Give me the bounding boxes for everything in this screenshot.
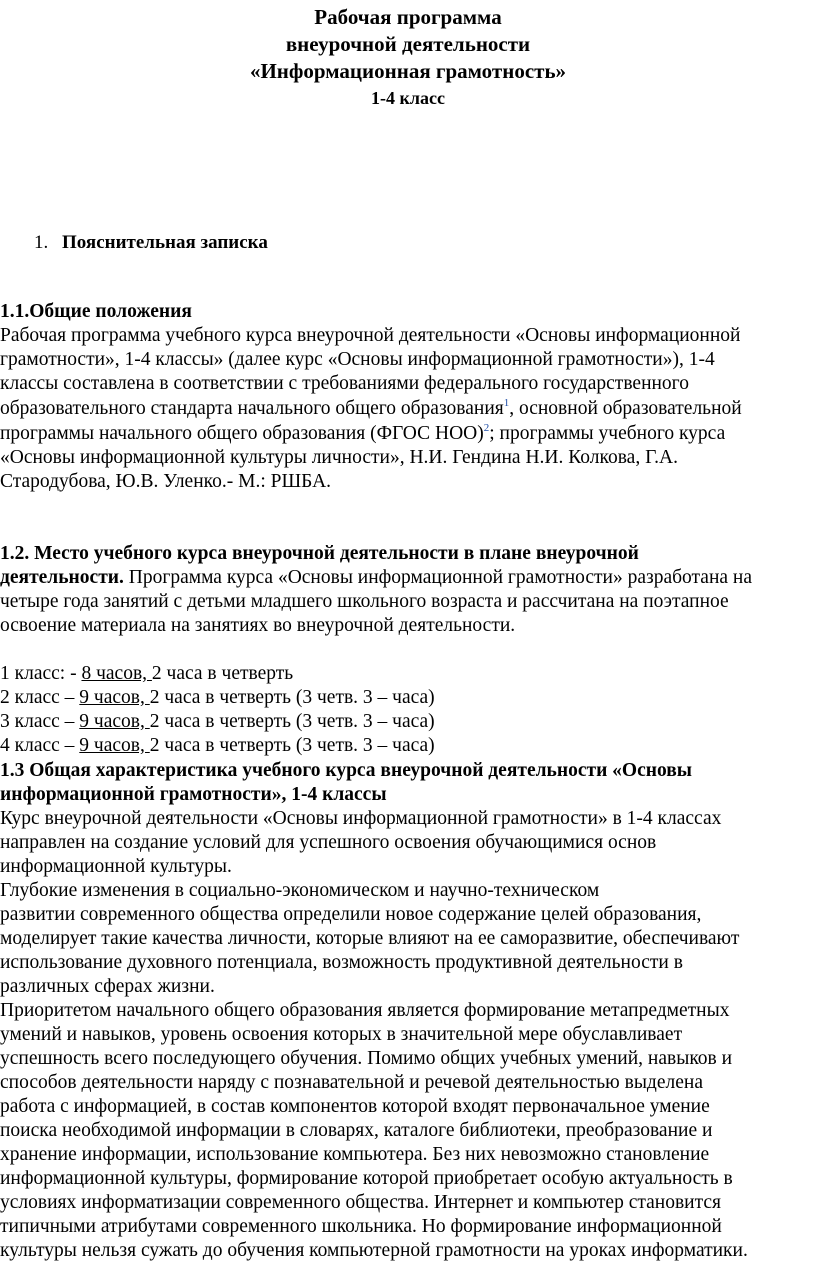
doc-title-line-3: «Информационная грамотность» xyxy=(249,59,567,83)
subsection-1-3-heading-cont: информационной грамотности», 1-4 классы xyxy=(0,784,387,805)
paragraph-line: успешность всего последующего обучения. Помимо общих учебных умений, навыков и xyxy=(0,1048,733,1069)
hours-detail: 2 часа в четверть xyxy=(151,663,294,684)
paragraph-line: развитии современного общества определили новое содержание целей образования, xyxy=(0,904,702,925)
hours-row xyxy=(0,710,435,734)
paragraph-line: Стародубова, Ю.В. Уленко.- М.: РШБА. xyxy=(0,471,332,492)
paragraph-line xyxy=(0,422,725,446)
subsection-1-2-heading: 1.2. Место учебного курса внеурочной деятельности в плане внеурочной xyxy=(0,543,639,564)
paragraph-line: работа с информацией, в состав компонентов которой входят первоначальное умение xyxy=(0,1096,710,1117)
grade-label: 2 класс – xyxy=(0,687,80,708)
paragraph-line: направлен на создание условий для успешного освоения обучающимися основ xyxy=(0,832,657,853)
text-segment: , основной образовательной xyxy=(509,398,742,419)
doc-title-line-2: внеурочной деятельности xyxy=(285,32,531,56)
hours-detail: 2 часа в четверть (3 четв. 3 – часа) xyxy=(149,711,435,732)
hours-value: 9 часов, xyxy=(79,735,150,756)
hours-detail: 2 часа в четверть (3 четв. 3 – часа) xyxy=(149,735,435,756)
section-number: 1. xyxy=(34,232,49,253)
text-segment: образовательного стандарта начального общего образования xyxy=(0,398,504,419)
paragraph-line xyxy=(0,566,752,590)
paragraph-line: грамотности», 1-4 классы» (далее курс «Основы информационной грамотности»), 1-4 xyxy=(0,349,715,370)
hours-value: 8 часов, xyxy=(81,663,152,684)
subsection-1-1-heading: 1.1.Общие положения xyxy=(0,301,192,322)
hours-row xyxy=(0,734,435,758)
paragraph-line: информационной культуры. xyxy=(0,856,232,877)
subsection-1-2-heading-end: деятельности. xyxy=(0,567,124,588)
doc-title-line-1: Рабочая программа xyxy=(314,5,502,29)
grade-label: 3 класс – xyxy=(0,711,80,732)
hours-value: 9 часов, xyxy=(79,687,150,708)
paragraph-line: поиска необходимой информации в словарях, каталоге библиотеки, преобразование и xyxy=(0,1120,713,1141)
text-segment: программы начального общего образования (ФГОС НОО) xyxy=(0,423,484,444)
footnote-ref-2[interactable]: 2 xyxy=(483,421,490,434)
grade-label: 4 класс – xyxy=(0,735,80,756)
paragraph-line: типичными атрибутами современного школьника. Но формирование информационной xyxy=(0,1216,722,1237)
hours-row xyxy=(0,686,435,710)
doc-grade-range: 1-4 класс xyxy=(371,88,445,108)
hours-value: 9 часов, xyxy=(79,711,150,732)
grade-label: 1 класс: - xyxy=(0,663,82,684)
paragraph-line: «Основы информационной культуры личности», Н.И. Гендина Н.И. Колкова, Г.А. xyxy=(0,447,678,468)
paragraph-line: Рабочая программа учебного курса внеурочной деятельности «Основы информационной xyxy=(0,325,741,346)
subsection-1-3-heading: 1.3 Общая характеристика учебного курса внеурочной деятельности «Основы xyxy=(0,760,693,781)
hours-detail: 2 часа в четверть (3 четв. 3 – часа) xyxy=(149,687,435,708)
paragraph-line xyxy=(0,397,742,421)
text-segment: Программа курса «Основы информационной грамотности» разработана на xyxy=(123,567,752,588)
paragraph-line: моделирует такие качества личности, которые влияют на ее саморазвитие, обеспечивают xyxy=(0,928,740,949)
section-title: Пояснительная записка xyxy=(62,232,268,253)
paragraph-line: хранение информации, использование компьютера. Без них невозможно становление xyxy=(0,1144,710,1165)
hours-row xyxy=(0,662,293,686)
paragraph-line: способов деятельности наряду с познавательной и речевой деятельностью выделена xyxy=(0,1072,703,1093)
paragraph-line: различных сферах жизни. xyxy=(0,976,215,997)
paragraph-line: Глубокие изменения в социально-экономическом и научно-техническом xyxy=(0,880,600,901)
paragraph-line: Приоритетом начального общего образования является формирование метапредметных xyxy=(0,1000,730,1021)
paragraph-line: четыре года занятий с детьми младшего школьного возраста и рассчитана на поэтапное xyxy=(0,591,729,612)
paragraph-line: информационной культуры, формирование которой приобретает особую актуальность в xyxy=(0,1168,733,1189)
paragraph-line: освоение материала на занятиях во внеурочной деятельности. xyxy=(0,615,516,636)
footnote-ref-1[interactable]: 1 xyxy=(503,396,510,409)
paragraph-line: условиях информатизации современного общества. Интернет и компьютер становится xyxy=(0,1192,721,1213)
paragraph-line: классы составлена в соответствии с требованиями федерального государственного xyxy=(0,373,689,394)
paragraph-line: использование духовного потенциала, возможность продуктивной деятельности в xyxy=(0,952,683,973)
text-segment: ; программы учебного курса xyxy=(489,423,726,444)
paragraph-line: Курс внеурочной деятельности «Основы информационной грамотности» в 1-4 классах xyxy=(0,808,722,829)
paragraph-line: умений и навыков, уровень освоения которых в значительной мере обуславливает xyxy=(0,1024,683,1045)
paragraph-line: культуры нельзя сужать до обучения компьютерной грамотности на уроках информатики. xyxy=(0,1240,748,1261)
